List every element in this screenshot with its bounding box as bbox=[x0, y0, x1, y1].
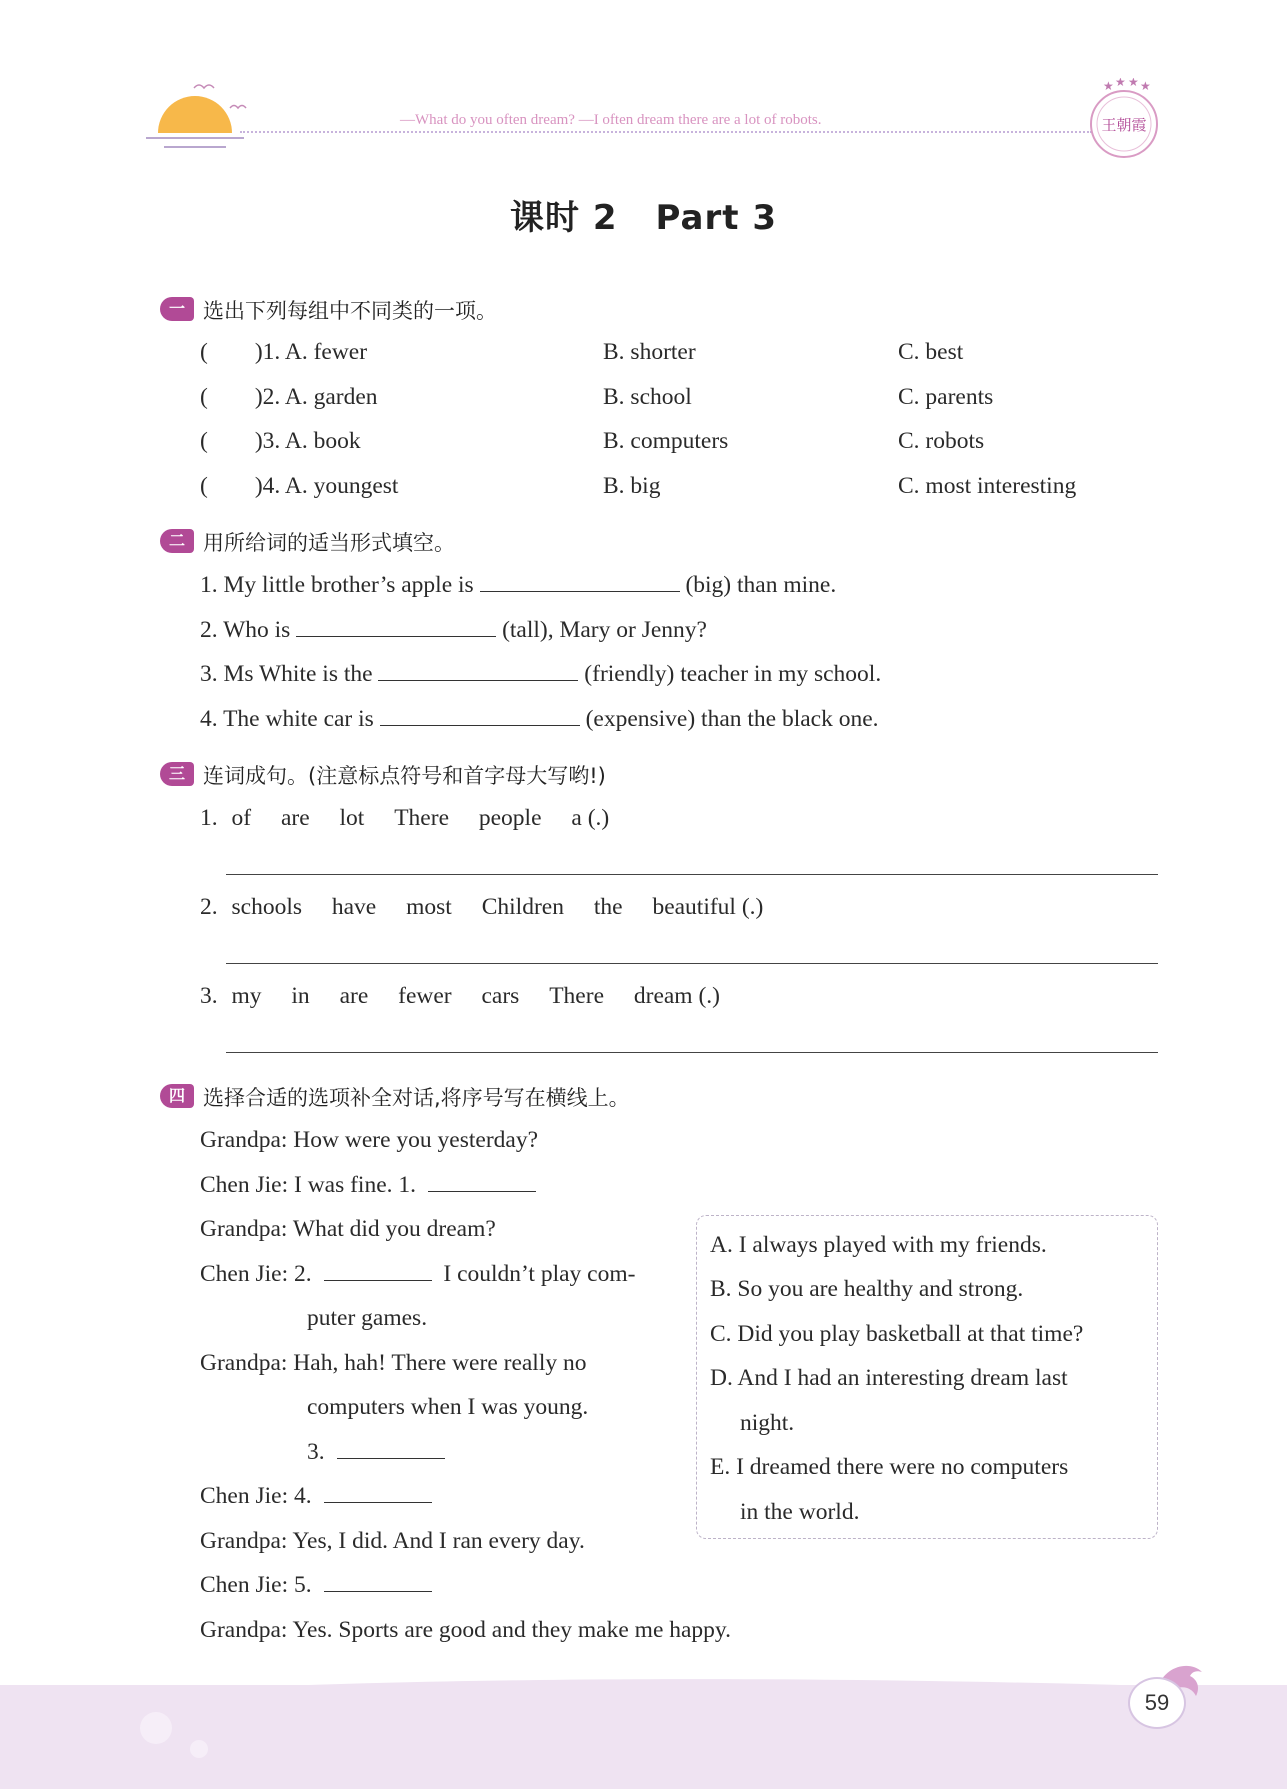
section-title: 选择合适的选项补全对话,将序号写在横线上。 bbox=[203, 1086, 630, 1110]
lesson-label: 课时 2 bbox=[510, 198, 618, 238]
dialogue-line: computers when I was young. bbox=[307, 1394, 589, 1420]
footer-bubble bbox=[140, 1712, 172, 1744]
dialogue-text: 3. bbox=[307, 1439, 325, 1465]
word: the bbox=[593, 894, 623, 920]
fill-item-hint: (expensive) than the black one. bbox=[585, 706, 879, 732]
q1-option-b: B. shorter bbox=[603, 339, 696, 365]
q1-option-c: C. best bbox=[898, 339, 964, 365]
fill-item-text: 3. Ms White is the bbox=[200, 661, 373, 687]
dialogue-line: Grandpa: Yes. Sports are good and they make me happy. bbox=[200, 1617, 732, 1643]
fill-item-text: 2. Who is bbox=[200, 617, 291, 643]
word: lot bbox=[339, 805, 365, 831]
q4-option-c: C. most interesting bbox=[898, 473, 1077, 499]
item-number: 3. bbox=[200, 983, 218, 1009]
answer-line[interactable] bbox=[226, 874, 1158, 875]
word-order-item-1 bbox=[200, 803, 633, 833]
svg-text:★: ★ bbox=[1115, 78, 1126, 89]
page-number: 59 bbox=[1128, 1677, 1186, 1729]
word: of bbox=[231, 805, 252, 831]
q2-option-b: B. school bbox=[603, 384, 692, 410]
q2-option-c: C. parents bbox=[898, 384, 994, 410]
answer-blank[interactable] bbox=[480, 571, 680, 592]
page-title bbox=[0, 190, 1287, 239]
fill-item-hint: (friendly) teacher in my school. bbox=[584, 661, 882, 687]
part-label: Part 3 bbox=[655, 198, 777, 238]
answer-line[interactable] bbox=[226, 963, 1158, 964]
word: dream (.) bbox=[633, 983, 720, 1009]
dialogue-text: Chen Jie: 4. bbox=[200, 1483, 312, 1509]
q1-stem: ( )1. A. fewer bbox=[200, 339, 368, 365]
option-item: D. And I had an interesting dream last bbox=[710, 1365, 1068, 1391]
sun-line bbox=[164, 146, 226, 148]
bird-icon bbox=[192, 80, 252, 120]
dialogue-text: Chen Jie: 5. bbox=[200, 1572, 312, 1598]
word: are bbox=[339, 983, 369, 1009]
fill-item-4 bbox=[200, 704, 879, 734]
dialogue-line: puter games. bbox=[307, 1305, 428, 1331]
option-item-continued: night. bbox=[740, 1410, 795, 1436]
q4-option-b: B. big bbox=[603, 473, 661, 499]
answer-blank[interactable] bbox=[378, 660, 578, 681]
word: a (.) bbox=[571, 805, 610, 831]
fill-item-3 bbox=[200, 659, 881, 689]
word-order-item-2 bbox=[200, 892, 787, 922]
option-item-continued: in the world. bbox=[740, 1499, 860, 1525]
dialogue-line bbox=[200, 1170, 536, 1200]
item-number: 2. bbox=[200, 894, 218, 920]
q3-option-b: B. computers bbox=[603, 428, 729, 454]
word: people bbox=[478, 805, 542, 831]
word: fewer bbox=[398, 983, 452, 1009]
q3-option-c: C. robots bbox=[898, 428, 985, 454]
fill-item-hint: (big) than mine. bbox=[685, 572, 837, 598]
word: Children bbox=[481, 894, 564, 920]
footer-band bbox=[0, 1685, 1287, 1789]
answer-blank[interactable] bbox=[324, 1260, 432, 1281]
word: There bbox=[549, 983, 604, 1009]
fill-item-hint: (tall), Mary or Jenny? bbox=[502, 617, 707, 643]
option-item: A. I always played with my friends. bbox=[710, 1232, 1047, 1258]
q2-stem: ( )2. A. garden bbox=[200, 384, 378, 410]
word: There bbox=[394, 805, 449, 831]
word: my bbox=[231, 983, 262, 1009]
answer-blank[interactable] bbox=[337, 1438, 445, 1459]
header-subtitle: —What do you often dream? —I often dream there are a lot of robots. bbox=[400, 112, 822, 128]
logo-badge bbox=[1085, 78, 1163, 160]
section-badge: 三 bbox=[160, 762, 194, 786]
word-order-item-3 bbox=[200, 981, 744, 1011]
section-badge: 四 bbox=[160, 1084, 194, 1108]
dialogue-text: Chen Jie: I was fine. 1. bbox=[200, 1172, 417, 1198]
header-rule bbox=[240, 131, 1092, 133]
word: most bbox=[406, 894, 452, 920]
item-number: 1. bbox=[200, 805, 218, 831]
section-badge: 二 bbox=[160, 529, 194, 553]
section-title: 连词成句。(注意标点符号和首字母大写哟!) bbox=[203, 764, 606, 788]
q3-stem: ( )3. A. book bbox=[200, 428, 361, 454]
logo-text: 王朝霞 bbox=[1101, 116, 1147, 134]
dialogue-line: Grandpa: Yes, I did. And I ran every day. bbox=[200, 1528, 585, 1554]
q4-stem: ( )4. A. youngest bbox=[200, 473, 399, 499]
fill-item-text: 4. The white car is bbox=[200, 706, 374, 732]
dialogue-line bbox=[200, 1570, 432, 1600]
dialogue-text: I couldn’t play com- bbox=[443, 1261, 636, 1287]
dialogue-text: Chen Jie: 2. bbox=[200, 1261, 312, 1287]
answer-blank[interactable] bbox=[380, 705, 580, 726]
svg-text:★: ★ bbox=[1128, 78, 1139, 89]
answer-blank[interactable] bbox=[324, 1482, 432, 1503]
word: schools bbox=[231, 894, 302, 920]
footer-bubble bbox=[190, 1740, 208, 1758]
option-item: B. So you are healthy and strong. bbox=[710, 1276, 1024, 1302]
word: cars bbox=[481, 983, 520, 1009]
answer-line[interactable] bbox=[226, 1052, 1158, 1053]
fill-item-text: 1. My little brother’s apple is bbox=[200, 572, 474, 598]
option-item: E. I dreamed there were no computers bbox=[710, 1454, 1069, 1480]
word: are bbox=[280, 805, 310, 831]
dialogue-line: Grandpa: Hah, hah! There were really no bbox=[200, 1350, 587, 1376]
fill-item-1 bbox=[200, 570, 836, 600]
dialogue-line: Grandpa: How were you yesterday? bbox=[200, 1127, 539, 1153]
section-title: 选出下列每组中不同类的一项。 bbox=[203, 299, 497, 323]
word: beautiful (.) bbox=[652, 894, 764, 920]
answer-blank[interactable] bbox=[428, 1171, 536, 1192]
svg-text:★: ★ bbox=[1103, 79, 1114, 93]
svg-text:★: ★ bbox=[1140, 79, 1151, 93]
sun-line bbox=[146, 137, 244, 139]
dialogue-line bbox=[200, 1481, 432, 1511]
fill-item-2 bbox=[200, 615, 707, 645]
dialogue-line bbox=[200, 1259, 635, 1289]
option-item: C. Did you play basketball at that time? bbox=[710, 1321, 1084, 1347]
dialogue-line: Grandpa: What did you dream? bbox=[200, 1216, 496, 1242]
section-badge: 一 bbox=[160, 297, 194, 321]
word: in bbox=[291, 983, 310, 1009]
answer-blank[interactable] bbox=[296, 616, 496, 637]
section-title: 用所给词的适当形式填空。 bbox=[203, 531, 455, 555]
word: have bbox=[331, 894, 377, 920]
answer-blank[interactable] bbox=[324, 1571, 432, 1592]
dialogue-line bbox=[307, 1437, 445, 1467]
